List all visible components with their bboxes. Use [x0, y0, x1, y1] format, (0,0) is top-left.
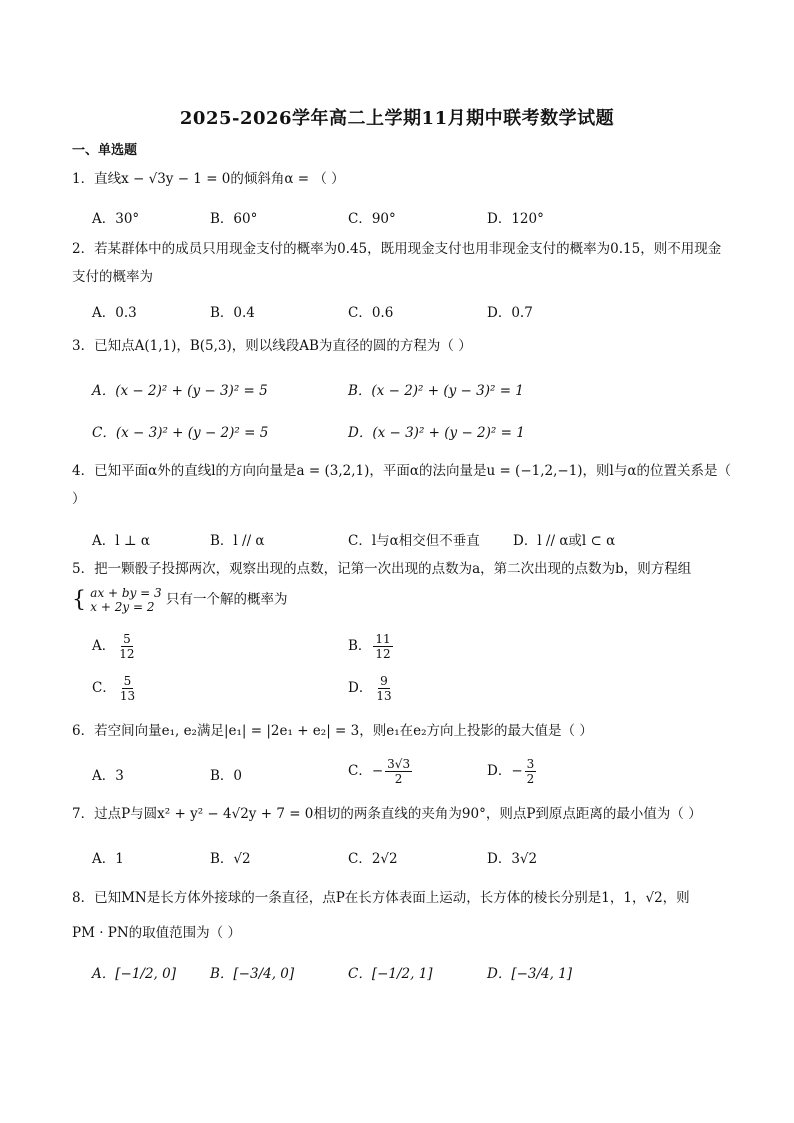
denominator: 13 [376, 689, 392, 703]
question-8-option-a: A．[−1/2, 0] [92, 966, 176, 982]
question-1-option-d: D．120° [487, 211, 544, 227]
section-heading: 一、单选题 [72, 143, 138, 158]
question-7-stem: 7．过点P与圆x² + y² − 4√2y + 7 = 0相切的两条直线的夹角为90°，则点P到原点距离的最小值为（ ） [72, 806, 702, 822]
question-5-option-b [348, 632, 395, 661]
question-3-stem: 3．已知点A(1,1)，B(5,3)，则以线段AB为直径的圆的方程为（ ） [72, 338, 472, 354]
question-5-option-a [92, 632, 139, 661]
fraction [373, 632, 392, 661]
question-4-option-d: D．l // α或l ⊂ α [513, 533, 616, 549]
question-1-option-c: C．90° [348, 211, 396, 227]
question-1-stem: 1．直线x − √3y − 1 = 0的倾斜角α = （ ） [72, 171, 345, 187]
question-4-stem: 4．已知平面α外的直线l的方向向量是a = (3,2,1)，平面α的法向量是u = (−1,2,−1)，则l与α的位置关系是（ ） [72, 463, 731, 507]
question-5-option-c [92, 674, 139, 703]
question-4-option-a: A．l ⊥ α [92, 533, 150, 549]
option-label: C． [92, 680, 116, 696]
question-7-option-c: C．2√2 [348, 851, 398, 867]
question-8-option-b: B．[−3/4, 0] [210, 966, 295, 982]
question-2-option-c: C．0.6 [348, 305, 394, 321]
exam-title: 2025-2026学年高二上学期11月期中联考数学试题 [179, 108, 615, 129]
denominator: 2 [526, 772, 535, 786]
question-6-option-a: A．3 [92, 768, 124, 784]
question-2-option-b: B．0.4 [210, 305, 255, 321]
fraction [385, 757, 412, 786]
question-2-option-d: D．0.7 [487, 305, 533, 321]
question-5-stem-tail: 只有一个解的概率为 [165, 591, 288, 608]
question-6-stem: 6．若空间向量e₁, e₂满足|e₁| = |2e₁ + e₂| = 3，则e₁在e₂方向上投影的最大值是（ ） [72, 723, 593, 739]
numerator: 9 [380, 674, 388, 688]
option-label: C．− [348, 763, 384, 779]
question-7-option-a: A．1 [92, 851, 124, 867]
question-1-option-b: B．60° [210, 211, 258, 227]
numerator: 3√3 [387, 757, 411, 771]
question-8-option-c: C．[−1/2, 1] [348, 966, 433, 982]
fraction [525, 757, 537, 786]
option-label: D．− [487, 763, 523, 779]
question-5-stem: 5．把一颗骰子投掷两次，观察出现的点数，记第一次出现的点数为a，第二次出现的点数为b，则方程组 [72, 561, 692, 577]
numerator: 11 [375, 632, 391, 646]
fraction [118, 674, 137, 703]
question-3-option-c: C．(x − 3)² + (y − 2)² = 5 [92, 425, 269, 441]
equation-2: x + 2y = 2 [90, 600, 155, 614]
question-3-option-b: B．(x − 2)² + (y − 3)² = 1 [348, 383, 524, 399]
question-6-option-d [487, 757, 538, 786]
equation-1: ax + by = 3 [90, 586, 162, 600]
question-6-option-c [348, 757, 414, 786]
question-2-stem: 2．若某群体中的成员只用现金支付的概率为0.45，既用现金支付也用非现金支付的概率为0.15，则不用现金支付的概率为 [72, 241, 722, 285]
question-3-option-a: A．(x − 2)² + (y − 3)² = 5 [92, 383, 268, 399]
question-3-option-d: D．(x − 3)² + (y − 2)² = 1 [348, 425, 525, 441]
fraction [117, 632, 136, 661]
numerator: 3 [526, 757, 535, 771]
question-4-option-b: B．l // α [210, 533, 265, 549]
question-6-option-b: B．0 [210, 768, 243, 784]
denominator: 2 [394, 772, 403, 786]
equation-list [90, 586, 161, 614]
numerator: 5 [123, 632, 131, 646]
denominator: 12 [375, 647, 391, 661]
option-label: A． [92, 638, 116, 654]
question-4-option-c: C．l与α相交但不垂直 [348, 533, 480, 549]
question-7-option-b: B．√2 [210, 851, 251, 867]
fraction [374, 674, 393, 703]
question-7-option-d: D．3√2 [487, 851, 538, 867]
question-5-equation-system [72, 586, 287, 614]
brace-symbol: { [72, 587, 86, 613]
question-2-option-a: A．0.3 [92, 305, 137, 321]
numerator: 5 [123, 674, 132, 688]
denominator: 13 [119, 689, 136, 703]
question-8-stem-line-2: PM · PN的取值范围为（ ） [72, 925, 241, 941]
option-label: D． [348, 680, 373, 696]
question-5-option-d [348, 674, 396, 703]
option-label: B． [348, 638, 372, 654]
denominator: 12 [119, 647, 135, 661]
question-1-option-a: A．30° [92, 211, 140, 227]
question-8-stem: 8．已知MN是长方体外接球的一条直径，点P在长方体表面上运动，长方体的棱长分别是1，1，√2，则 [72, 890, 690, 906]
question-8-option-d: D．[−3/4, 1] [487, 966, 573, 982]
